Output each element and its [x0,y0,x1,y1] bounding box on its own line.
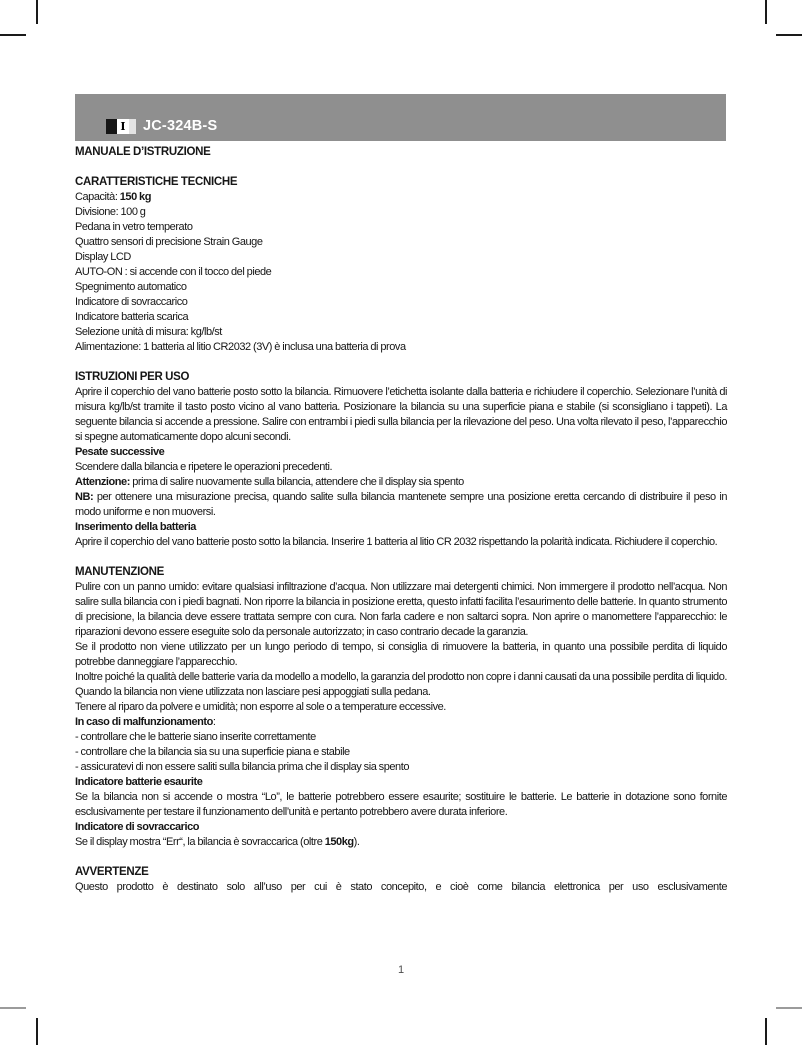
paragraph-nb: NB: per ottenere una misurazione precisa, quando salite sulla bilancia mantenete sempre una posizione eretta cercando di distribuire il peso in modo uniforme e non muoversi. [75,491,727,518]
spacer [75,850,727,865]
subheading-indicatore-batterie-esaurite: Indicatore batterie esaurite [75,776,203,788]
spec-line-alimentazione: Alimentazione: 1 batteria al litio CR2032 (3V) è inclusa una batteria di prova [75,341,406,353]
paragraph-istruzioni: Aprire il coperchio del vano batterie posto sotto la bilancia. Rimuovere l’etichetta isolante dalla batteria e richiudere il coperchio. Selezionare l’unità di misura kg/lb/st tramite il tasto posto vicino al vano batteria. Posizionare la bilancia su una superficie piana e stabile (si sconsigliano i tappeti). La seguente bilancia si accende a pressione. Salire con entrambi i piedi sulla bilancia per la rilevazione del peso. Una volta rilevato il peso, l’apparecchio si spegne automaticamente dopo alcuni secondi. [75,386,727,443]
section-heading-caratteristiche-tecniche: CARATTERISTICHE TECNICHE [75,176,238,188]
model-header-bar [75,94,726,141]
list-item-display-spento: - assicuratevi di non essere saliti sulla bilancia prima che il display sia spento [75,761,409,773]
flag-band-left [106,119,117,134]
subheading-indicatore-sovraccarico: Indicatore di sovraccarico [75,821,200,833]
crop-mark-top-left-horizontal [0,34,26,36]
spec-line-capacita: Capacità: 150 kg [75,191,151,203]
paragraph-manutenzione-2: Se il prodotto non viene utilizzato per un lungo periodo di tempo, si consiglia di rimuovere la batteria, in quanto una possibile perdita di liquido potrebbe danneggiare l’apparecchio. [75,641,727,668]
manual-content [75,145,727,895]
crop-mark-bottom-left-vertical [36,1018,38,1045]
spec-line-pedana: Pedana in vetro temperato [75,221,193,233]
spec-line-unita-misura: Selezione unità di misura: kg/lb/st [75,326,222,338]
spec-line-spegnimento: Spegnimento automatico [75,281,187,293]
spacer [75,160,727,175]
line-tenere: Tenere al riparo da polvere e umidità; non esporre al sole o a temperature eccessive. [75,701,446,713]
subheading-malfunzionamento: In caso di malfunzionamento: [75,716,216,728]
subheading-pesate-successive: Pesate successive [75,446,165,458]
spec-line-display: Display LCD [75,251,131,263]
italian-flag-icon [106,119,136,134]
section-heading-istruzioni-per-uso: ISTRUZIONI PER USO [75,371,190,383]
line-err: Se il display mostra “Err“, la bilancia è sovraccarica (oltre 150kg). [75,836,360,848]
list-item-superficie-piana: - controllare che la bilancia sia su una superficie piana e stabile [75,746,350,758]
line-scendere: Scendere dalla bilancia e ripetere le operazioni precedenti. [75,461,333,473]
paragraph-inserimento: Aprire il coperchio del vano batterie posto sotto la bilancia. Inserire 1 batteria al litio CR 2032 rispettando la polarità indicata. Richiudere il coperchio. [75,536,718,548]
section-heading-avvertenze: AVVERTENZE [75,866,149,878]
crop-mark-top-right-horizontal [776,34,802,36]
crop-mark-top-left-vertical [36,0,38,24]
spec-line-sensori: Quattro sensori di precisione Strain Gauge [75,236,263,248]
model-number: JC-324B-S [143,117,218,134]
page-number: 1 [397,964,405,976]
section-heading-manutenzione: MANUTENZIONE [75,566,165,578]
spec-line-sovraccarico: Indicatore di sovraccarico [75,296,188,308]
spec-line-divisione: Divisione: 100 g [75,206,146,218]
spec-line-batteria-scarica: Indicatore batteria scarica [75,311,189,323]
paragraph-manutenzione-1: Pulire con un panno umido: evitare qualsiasi infiltrazione d’acqua. Non utilizzare mai detergenti chimici. Non immergere il prodotto nell’acqua. Non salire sulla bilancia con i piedi bagnati. Non riporre la bilancia in posizione eretta, questo infatti facilita l’esaurimento delle batterie. In quanto strumento di precisione, la bilancia deve essere trattata sempre con cura. Non farla cadere e non saltarci sopra. Non aprire o manomettere l’apparecchio: le riparazioni devono essere eseguite solo da personale autorizzato; in caso contrario decade la garanzia. [75,581,727,638]
subheading-inserimento-batteria: Inserimento della batteria [75,521,196,533]
list-item-batterie-corrette: - controllare che le batterie siano inserite correttamente [75,731,316,743]
flag-band-right [129,119,136,134]
manual-title: MANUALE D’ISTRUZIONE [75,146,211,158]
flag-language-letter: I [120,120,126,133]
crop-mark-top-right-vertical [765,0,767,24]
spec-line-auto-on: AUTO-ON : si accende con il tocco del piede [75,266,272,278]
spacer [75,355,727,370]
paragraph-avvertenze: Questo prodotto è destinato solo all’uso per cui è stato concepito, e cioè come bilancia elettronica per uso esclusivamente [75,881,727,893]
paragraph-batterie-esaurite: Se la bilancia non si accende o mostra “Lo”, le batterie potrebbero essere esaurite; sostituire le batterie. Le batterie in dotazione sono fornite esclusivamente per testare il funzionamento dell’unità e pertanto potrebbero avere durata inferiore. [75,791,727,818]
crop-mark-bottom-left-horizontal [0,1007,26,1009]
crop-mark-bottom-right-horizontal [776,1007,802,1009]
spacer [75,550,727,565]
flag-band-middle [117,119,129,134]
crop-mark-bottom-right-vertical [765,1018,767,1045]
line-attenzione: Attenzione: prima di salire nuovamente sulla bilancia, attendere che il display sia spento [75,476,464,488]
paragraph-manutenzione-3: Inoltre poiché la qualità delle batterie varia da modello a modello, la garanzia del prodotto non copre i danni causati da una possibile perdita di liquido. Quando la bilancia non viene utilizzata non lasciare pesi appoggiati sulla pedana. [75,671,727,698]
